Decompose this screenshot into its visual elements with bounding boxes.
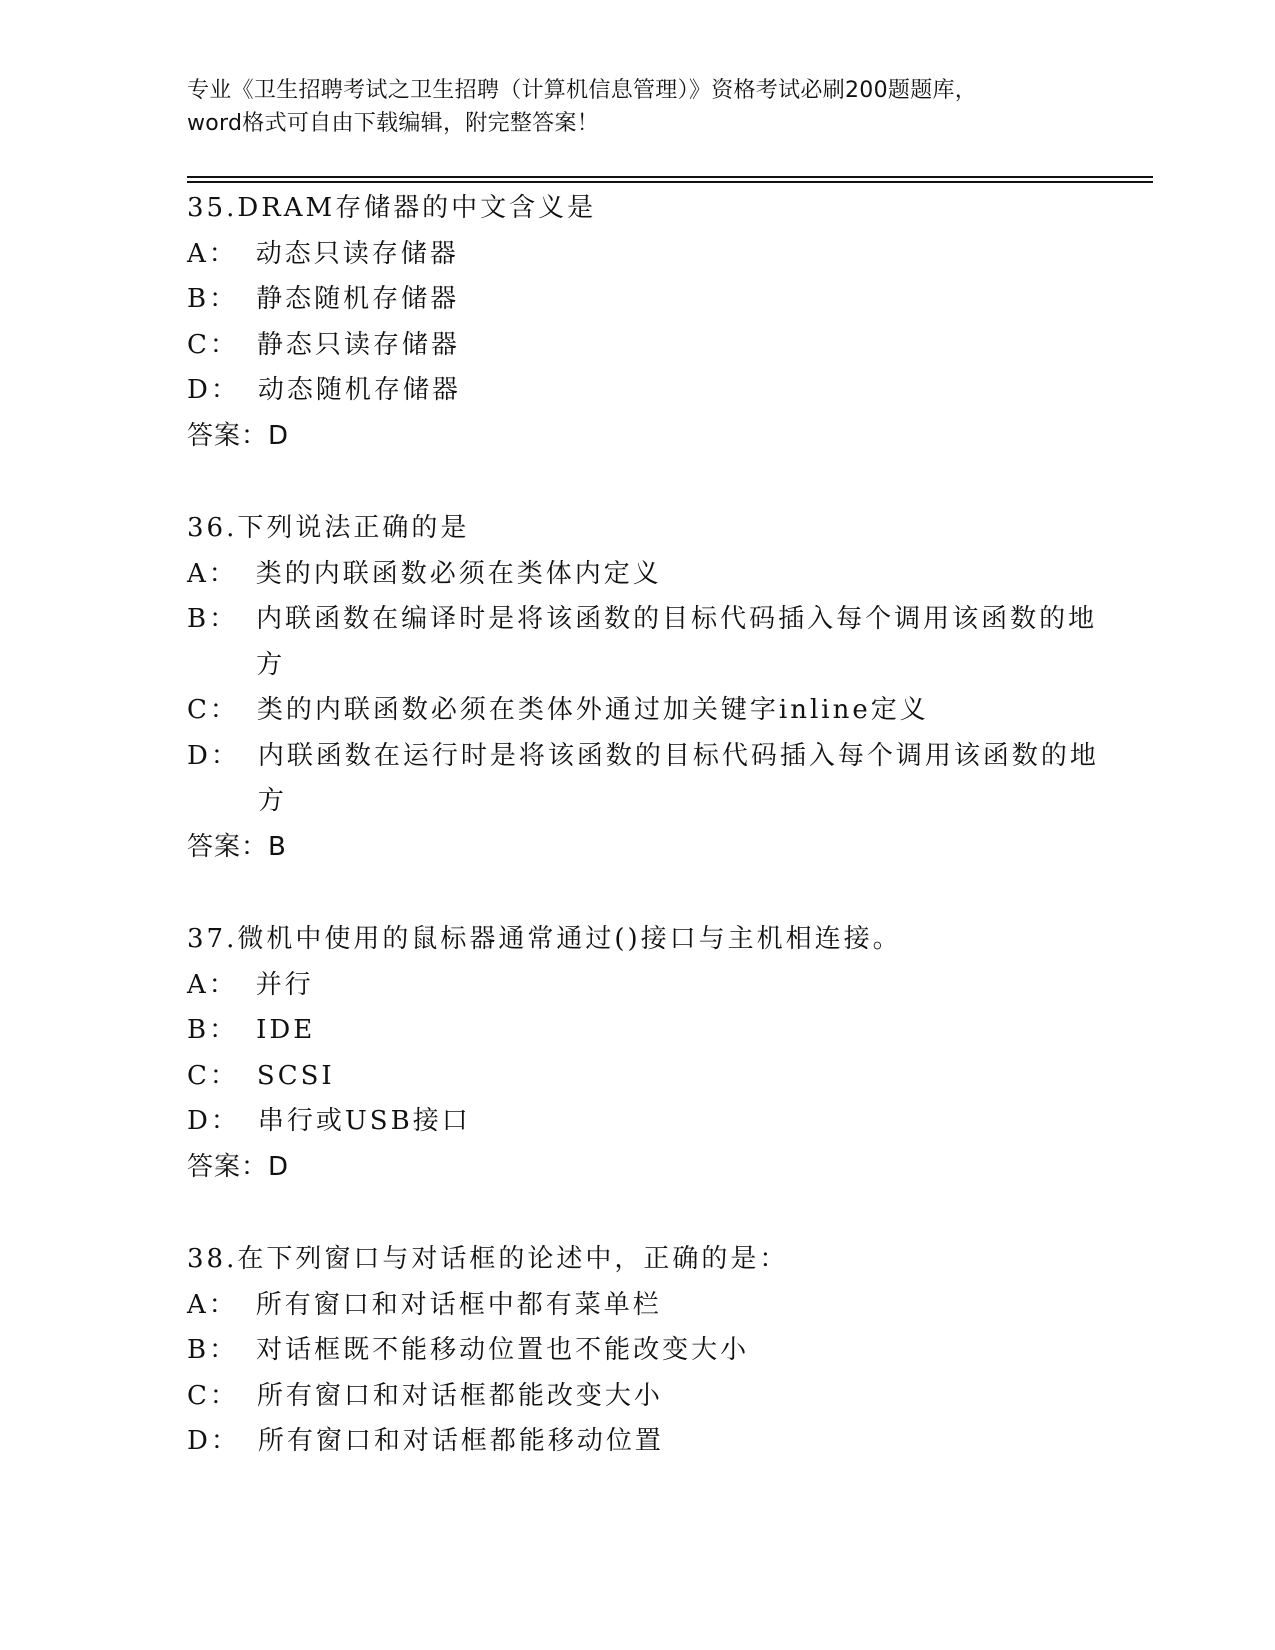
question-stem: 38.在下列窗口与对话框的论述中，正确的是： xyxy=(187,1244,789,1274)
option-text: 类的内联函数必须在类体外通过加关键字inline定义 xyxy=(256,695,929,725)
option-letter: D： xyxy=(187,740,240,771)
option-a xyxy=(187,552,1117,598)
question-37 xyxy=(187,917,1117,1190)
option-text: SCSI xyxy=(256,1060,335,1091)
option-letter: C： xyxy=(187,1380,239,1411)
option-text: 静态随机存储器 xyxy=(256,284,460,314)
option-text: 所有窗口和对话框都能改变大小 xyxy=(256,1380,663,1411)
option-letter: A： xyxy=(187,238,238,269)
option-a xyxy=(187,232,1117,278)
option-text: IDE xyxy=(256,1015,316,1045)
question-38 xyxy=(187,1237,1117,1465)
question-stem: 35.DRAM存储器的中文含义是 xyxy=(187,193,597,223)
option-letter: C： xyxy=(187,329,239,360)
header-divider-top xyxy=(187,176,1153,178)
option-letter: A： xyxy=(187,969,238,1000)
option-c xyxy=(187,688,1117,734)
question-stem: 37.微机中使用的鼠标器通常通过()接口与主机相连接。 xyxy=(187,924,902,954)
option-text: 串行或USB接口 xyxy=(257,1106,471,1136)
option-letter: C： xyxy=(187,695,239,725)
option-b xyxy=(187,277,1117,323)
option-d xyxy=(187,1419,1117,1465)
option-letter: B： xyxy=(187,1335,239,1365)
option-text: 类的内联函数必须在类体内定义 xyxy=(255,558,662,589)
option-letter: B： xyxy=(187,284,239,314)
question-stem: 36.下列说法正确的是 xyxy=(187,513,470,543)
question-35 xyxy=(187,186,1117,459)
option-letter: B： xyxy=(187,1015,239,1045)
option-letter: D： xyxy=(187,375,240,405)
option-text: 动态随机存储器 xyxy=(257,375,461,405)
option-c xyxy=(187,323,1117,369)
answer-label: 答案：D xyxy=(187,420,290,451)
option-d xyxy=(187,368,1117,414)
option-letter: D： xyxy=(187,1106,240,1136)
header-title-line: 专业《卫生招聘考试之卫生招聘（计算机信息管理）》资格考试必刷200题题库， xyxy=(187,78,978,103)
option-text: 动态只读存储器 xyxy=(255,238,459,269)
option-letter: B： xyxy=(187,604,239,634)
option-text: 内联函数在编译时是将该函数的目标代码插入每个调用该函数的地方 xyxy=(256,604,1098,680)
option-text: 静态只读存储器 xyxy=(256,329,460,360)
option-b xyxy=(187,1008,1117,1054)
header-subtitle-line: word格式可自由下载编辑，附完整答案！ xyxy=(187,111,600,136)
option-c xyxy=(187,1374,1117,1420)
answer-label: 答案：D xyxy=(187,1151,290,1182)
option-letter: A： xyxy=(187,558,238,589)
option-text: 所有窗口和对话框中都有菜单栏 xyxy=(255,1289,662,1320)
header-divider-bottom xyxy=(187,181,1153,183)
option-letter: D： xyxy=(187,1426,240,1456)
option-c xyxy=(187,1054,1117,1100)
option-letter: A： xyxy=(187,1289,238,1320)
option-text: 内联函数在运行时是将该函数的目标代码插入每个调用该函数的地方 xyxy=(257,740,1099,816)
option-text: 所有窗口和对话框都能移动位置 xyxy=(257,1426,664,1456)
answer-label: 答案：B xyxy=(187,831,287,862)
document-header xyxy=(187,74,1087,140)
question-36 xyxy=(187,506,1117,870)
option-text: 并行 xyxy=(255,969,314,1000)
option-text: 对话框既不能移动位置也不能改变大小 xyxy=(256,1335,750,1365)
option-a xyxy=(187,963,1117,1009)
option-d xyxy=(187,1099,1117,1145)
option-a xyxy=(187,1283,1117,1329)
question-list xyxy=(187,186,1117,1512)
option-letter: C： xyxy=(187,1060,239,1091)
option-b xyxy=(187,1328,1117,1374)
option-b xyxy=(187,597,1117,688)
option-d xyxy=(187,734,1117,825)
